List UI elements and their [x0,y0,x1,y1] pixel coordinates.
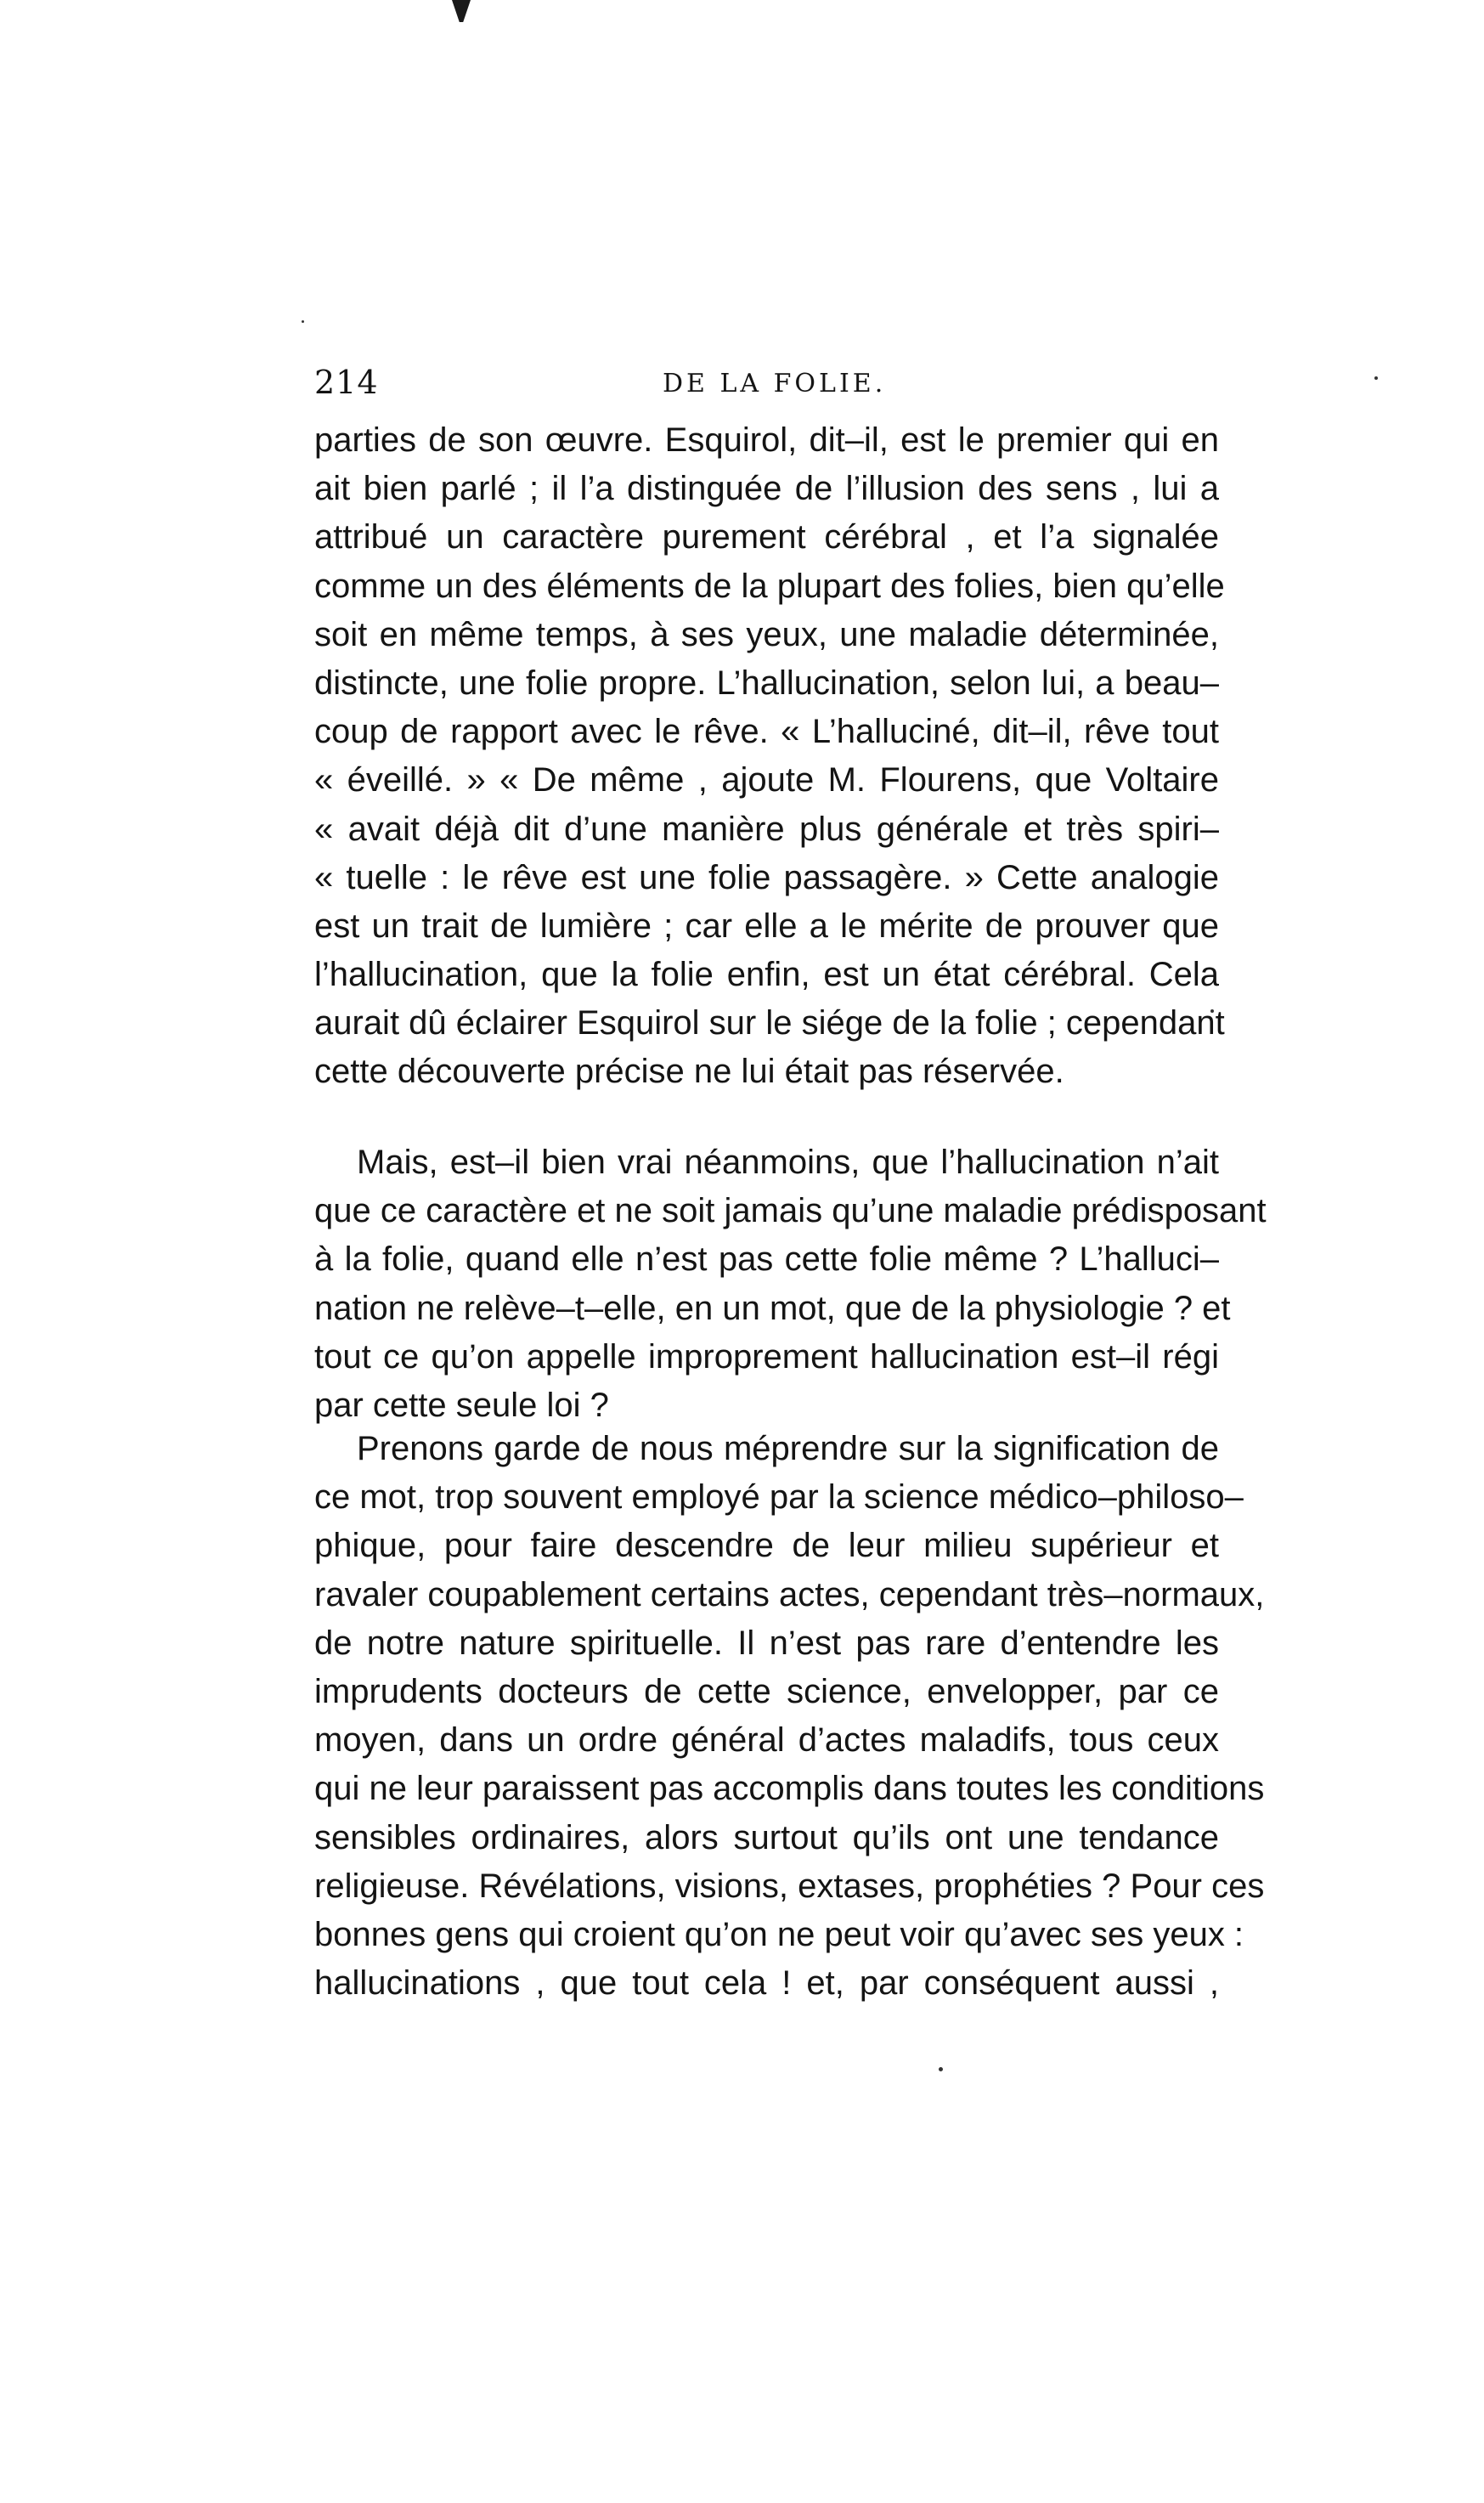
speck [1374,376,1378,380]
text-line: sensibles ordinaires, alors surtout qu’ils ont une tendance [314,1818,1219,1856]
text-line: par cette seule loi ? [314,1386,609,1424]
running-head [314,364,1240,415]
text-line: à la folie, quand elle n’est pas cette folie même ? L’halluci– [314,1240,1219,1279]
text-line: « éveillé. » « De même , ajoute M. Flourens, que Voltaire [314,761,1219,799]
text-line: attribué un caractère purement cérébral , et l’a signalée [314,518,1219,557]
text-line: parties de son œuvre. Esquirol, dit–il, est le premier qui en [314,421,1219,459]
text-line: distincte, une folie propre. L’hallucination, selon lui, a beau– [314,664,1219,702]
running-title: DE LA FOLIE. [663,369,887,398]
paragraph [314,1138,1267,1430]
text-line: est un trait de lumière ; car elle a le mérite de prouver que [314,907,1219,945]
text-line: cette découverte précise ne lui était pas réservée. [314,1053,1064,1091]
text-line: Mais, est–il bien vrai néanmoins, que l’hallucination n’ait [357,1144,1219,1181]
text-line: qui ne leur paraissent pas accomplis dans toutes les conditions [314,1770,1265,1808]
text-line: l’hallucination, que la folie enfin, est un état cérébral. Cela [314,956,1219,994]
text-line: Prenons garde de nous méprendre sur la signification de [357,1430,1219,1467]
ink-mark [452,0,471,22]
text-line: coup de rapport avec le rêve. « L’halluciné, dit–il, rêve tout [314,713,1219,751]
text-line: moyen, dans un ordre général d’actes maladifs, tous ceux [314,1721,1219,1760]
text-line: imprudents docteurs de cette science, envelopper, par ce [314,1672,1219,1710]
text-line: religieuse. Révélations, visions, extases, prophéties ? Pour ces [314,1867,1265,1905]
text-line: soit en même temps, à ses yeux, une maladie déterminée, [314,615,1219,653]
text-line: ravaler coupablement certains actes, cependant très–normaux, [314,1575,1265,1613]
text-line: ce mot, trop souvent employé par la science médico–philoso– [314,1478,1244,1517]
text-line: tout ce qu’on appelle improprement hallucination est–il régi [314,1337,1219,1376]
paragraph [314,1425,1265,2008]
paragraph [314,416,1225,1097]
text-line: comme un des éléments de la plupart des folies, bien qu’elle [314,567,1225,605]
page-number: 214 [314,364,379,401]
text-line: bonnes gens qui croient qu’on ne peut voir qu’avec ses yeux : [314,1915,1244,1953]
text-line: nation ne relève–t–elle, en un mot, que de la physiologie ? et [314,1289,1231,1327]
text-line: de notre nature spirituelle. Il n’est pas rare d’entendre les [314,1624,1219,1662]
text-line: que ce caractère et ne soit jamais qu’une maladie prédisposant [314,1192,1267,1230]
text-line: « avait déjà dit d’une manière plus générale et très spiri– [314,810,1219,848]
speck [302,320,304,323]
speck [939,2067,943,2071]
text-line: aurait dû éclairer Esquirol sur le siége de la folie ; cependant [314,1004,1225,1042]
text-line: ait bien parlé ; il l’a distinguée de l’illusion des sens , lui a [314,470,1219,508]
text-line: phique, pour faire descendre de leur milieu supérieur et [314,1527,1219,1565]
text-line: « tuelle : le rêve est une folie passagère. » Cette analogie [314,858,1219,896]
text-line: hallucinations , que tout cela ! et, par conséquent aussi , [314,1964,1219,2003]
